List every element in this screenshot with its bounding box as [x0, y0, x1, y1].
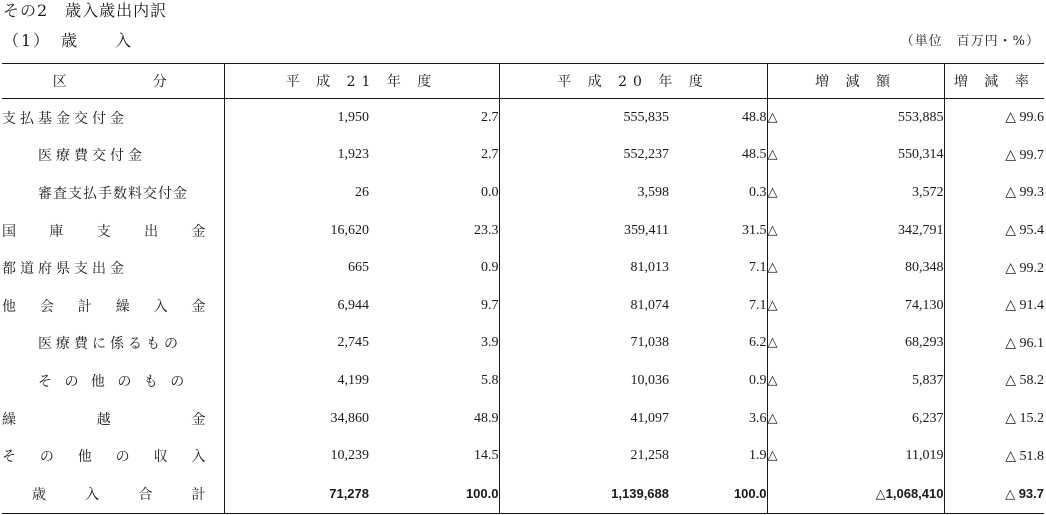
fy21-amount: 6,944 — [224, 287, 369, 325]
row-label: 医療費に係るもの — [38, 336, 182, 353]
fy21-share: 48.9 — [474, 410, 499, 426]
change-cell: △ 5,837 — [767, 362, 944, 400]
row-label: 支払基金交付金 — [2, 110, 128, 127]
table-row — [2, 362, 1044, 400]
page-heading: その2 歳入歳出内訳 — [3, 1, 168, 20]
revenue-table — [2, 63, 1044, 514]
change-cell: △ 553,885 — [767, 99, 944, 137]
table-row — [2, 287, 1044, 325]
change-rate: △ 51.8 — [944, 437, 1044, 475]
fy21-share: 2.7 — [481, 109, 499, 125]
fy20-share: 7.1 — [749, 260, 767, 276]
table-row — [2, 325, 1044, 363]
change-cell: △ 3,572 — [767, 174, 944, 212]
fy21-amount: 665 — [224, 249, 369, 287]
total-fy21-amount: 71,278 — [224, 475, 369, 513]
change-rate: △ 58.2 — [944, 362, 1044, 400]
change-rate: △ 91.4 — [944, 287, 1044, 325]
fy21-share: 2.7 — [481, 147, 499, 163]
header-rate: 増 減 率 — [944, 64, 1044, 99]
fy21-amount: 2,745 — [224, 325, 369, 363]
table-row — [2, 99, 1044, 137]
fy20-amount: 21,258 — [499, 437, 669, 475]
unit-note: （単位 百万円・%） — [900, 34, 1040, 49]
change-cell: △ 11,019 — [767, 437, 944, 475]
header-fy20: 平 成 20 年 度 — [499, 64, 767, 99]
change-rate: △ 99.6 — [944, 99, 1044, 137]
row-label: そ の 他 の 収 入 — [2, 449, 206, 466]
fy20-amount: 81,013 — [499, 249, 669, 287]
row-label: 国 庫 支 出 金 — [2, 223, 206, 240]
change-rate: △ 95.4 — [944, 212, 1044, 250]
decrease-triangle-icon: △ — [767, 372, 778, 388]
change-rate: △ 99.2 — [944, 249, 1044, 287]
row-label: 都道府県支出金 — [2, 261, 128, 278]
table-header-row — [2, 64, 1044, 99]
section-heading: （1） 歳 入 — [3, 31, 134, 50]
fy21-share: 9.7 — [481, 297, 499, 313]
fy20-share: 7.1 — [749, 297, 767, 313]
fy20-share: 31.5 — [742, 222, 767, 238]
header-fy21: 平 成 21 年 度 — [224, 64, 499, 99]
table-row — [2, 212, 1044, 250]
fy21-share: 0.9 — [481, 260, 499, 276]
row-label: 繰 越 金 — [2, 411, 206, 428]
fy21-share: 14.5 — [474, 448, 499, 464]
fy21-amount: 4,199 — [224, 362, 369, 400]
total-fy20-share: 100.0 — [733, 486, 767, 502]
fy20-share: 1.9 — [749, 448, 767, 464]
fy20-amount: 359,411 — [499, 212, 669, 250]
total-row — [2, 475, 1044, 513]
fy21-share: 3.9 — [481, 335, 499, 351]
fy20-share: 0.9 — [749, 372, 767, 388]
decrease-triangle-icon: △ — [767, 109, 778, 125]
fy20-amount: 41,097 — [499, 400, 669, 438]
row-label: 医療費交付金 — [38, 148, 146, 165]
change-cell: △ 342,791 — [767, 212, 944, 250]
change-rate: △ 15.2 — [944, 400, 1044, 438]
change-cell: △ 6,237 — [767, 400, 944, 438]
total-fy21-share: 100.0 — [465, 486, 499, 502]
fy21-amount: 1,923 — [224, 137, 369, 175]
table-row — [2, 437, 1044, 475]
decrease-triangle-icon: △ — [767, 297, 778, 313]
row-label: 審査支払手数料交付金 — [38, 185, 188, 202]
fy20-share: 6.2 — [749, 335, 767, 351]
change-rate: △ 99.7 — [944, 137, 1044, 175]
table-row — [2, 400, 1044, 438]
fy20-amount: 3,598 — [499, 174, 669, 212]
fy21-share: 23.3 — [474, 222, 499, 238]
change-cell: △ 550,314 — [767, 137, 944, 175]
change-cell: △ 68,293 — [767, 325, 944, 363]
decrease-triangle-icon: △ — [767, 410, 778, 426]
fy21-amount: 26 — [224, 174, 369, 212]
fy20-share: 48.5 — [742, 147, 767, 163]
decrease-triangle-icon: △ — [767, 222, 778, 238]
fy20-amount: 552,237 — [499, 137, 669, 175]
fy21-amount: 10,239 — [224, 437, 369, 475]
change-cell: △1,068,410 — [767, 475, 944, 513]
header-change: 増 減 額 — [767, 64, 944, 99]
change-cell: △ 74,130 — [767, 287, 944, 325]
row-label: 他 会 計 繰 入 金 — [2, 298, 206, 315]
fy21-amount: 34,860 — [224, 400, 369, 438]
total-fy20-amount: 1,139,688 — [499, 475, 669, 513]
decrease-triangle-icon: △ — [767, 448, 778, 464]
fy20-amount: 555,835 — [499, 99, 669, 137]
decrease-triangle-icon: △ — [767, 260, 778, 276]
decrease-triangle-icon: △ — [767, 184, 778, 200]
header-category: 区 分 — [2, 64, 224, 99]
row-label: そ の 他 の も の — [38, 373, 189, 390]
change-rate: △ 96.1 — [944, 325, 1044, 363]
fy20-amount: 10,036 — [499, 362, 669, 400]
fy20-amount: 81,074 — [499, 287, 669, 325]
decrease-triangle-icon: △ — [767, 335, 778, 351]
table-row — [2, 174, 1044, 212]
total-label: 歳 入 合 計 — [32, 486, 206, 503]
table-row — [2, 137, 1044, 175]
total-change-rate: △ 93.7 — [944, 475, 1044, 513]
change-cell: △ 80,348 — [767, 249, 944, 287]
fy20-share: 3.6 — [749, 410, 767, 426]
change-rate: △ 99.3 — [944, 174, 1044, 212]
fy20-amount: 71,038 — [499, 325, 669, 363]
table-body — [2, 99, 1044, 514]
fy21-share: 0.0 — [481, 184, 499, 200]
fy21-amount: 1,950 — [224, 99, 369, 137]
fy20-share: 0.3 — [749, 184, 767, 200]
fy21-share: 5.8 — [481, 372, 499, 388]
fy21-amount: 16,620 — [224, 212, 369, 250]
table-row — [2, 249, 1044, 287]
decrease-triangle-icon: △ — [767, 147, 778, 163]
fy20-share: 48.8 — [742, 109, 767, 125]
